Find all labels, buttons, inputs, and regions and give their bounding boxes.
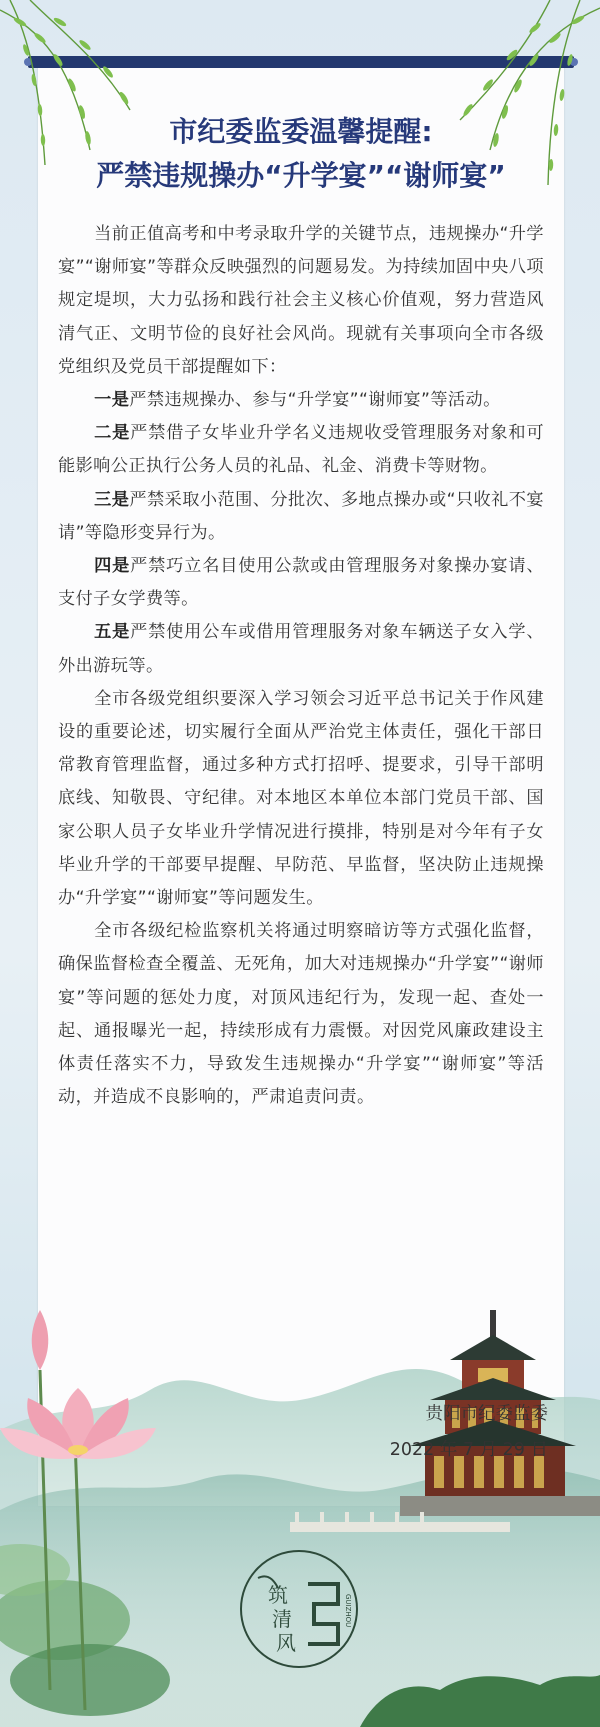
- logo-char-1: 筑: [268, 1583, 288, 1607]
- item-text: 严禁巧立名目使用公款或由管理服务对象操办宴请、支付子女学费等。: [58, 556, 544, 610]
- signature-org: 贵阳市纪委监委: [425, 1404, 548, 1424]
- item-label: 四是: [94, 556, 131, 577]
- title-line-2: 严禁违规操办“升学宴”“谢师宴”: [96, 159, 506, 192]
- list-item: [58, 616, 544, 682]
- body-paragraph-3: 全市各级纪检监察机关将通过明察暗访等方式强化监督，确保监督检查全覆盖、无死角，加大对违规操办“升学宴”“谢师宴”等问题的惩处力度，对顶风违纪行为，发现一起、查处一起、通报曝光一起，持续形成有力震慑。对因党风廉政建设主体责任落实不力，导致发生违规操办“升学宴”“谢师宴”等活动，并造成不良影响的，严肃追责问责。: [58, 921, 544, 1108]
- item-text: 严禁借子女毕业升学名义违规收受管理服务对象和可能影响公正执行公务人员的礼品、礼金、消费卡等财物。: [58, 423, 544, 477]
- item-text: 严禁使用公车或借用管理服务对象车辆送子女入学、外出游玩等。: [58, 622, 544, 676]
- body-paragraph-2: 全市各级党组织要深入学习领会习近平总书记关于作风建设的重要论述，切实履行全面从严治党主体责任，强化干部日常教育管理监督，通过多种方式打招呼、提要求，引导干部明底线、知敬畏、守纪律。对本地区本单位本部门党员干部、国家公职人员子女毕业升学情况进行摸排，特别是对今年有子女毕业升学的干部要早提醒、早防范、早监督，坚决防止违规操办“升学宴”“谢师宴”等问题发生。: [58, 688, 544, 909]
- list-item: [58, 484, 544, 550]
- item-label: 二是: [94, 423, 131, 444]
- list-item: [58, 417, 544, 483]
- title-line-1: 市纪委监委温馨提醒:: [169, 115, 433, 148]
- list-item: [58, 384, 544, 417]
- item-label: 五是: [94, 622, 131, 643]
- signature-block: [390, 1396, 548, 1468]
- document-body: [58, 218, 544, 1114]
- item-label: 三是: [94, 489, 130, 510]
- item-text: 严禁违规操办、参与“升学宴”“谢师宴”等活动。: [129, 390, 501, 411]
- logo-latin-text: GUIZHOU: [344, 1594, 352, 1628]
- intro-paragraph: 当前正值高考和中考录取升学的关键节点，违规操办“升学宴”“谢师宴”等群众反映强烈的问题易发。为持续加固中央八项规定堤坝，大力弘扬和践行社会主义核心价值观，努力营造风清气正、文明节俭的良好社会风尚。现就有关事项向全市各级党组织及党员干部提醒如下：: [58, 224, 544, 377]
- item-text: 严禁采取小范围、分批次、多地点操办或“只收礼不宴请”等隐形变异行为。: [58, 489, 544, 543]
- list-item: [58, 550, 544, 616]
- logo-char-3: 风: [276, 1631, 296, 1655]
- signature-date: 2022 年 7 月 29 日: [389, 1440, 548, 1460]
- logo-char-2: 清: [272, 1607, 292, 1631]
- page-title: [38, 110, 564, 198]
- item-label: 一是: [94, 390, 130, 411]
- logo-emblem-icon: [238, 1548, 360, 1670]
